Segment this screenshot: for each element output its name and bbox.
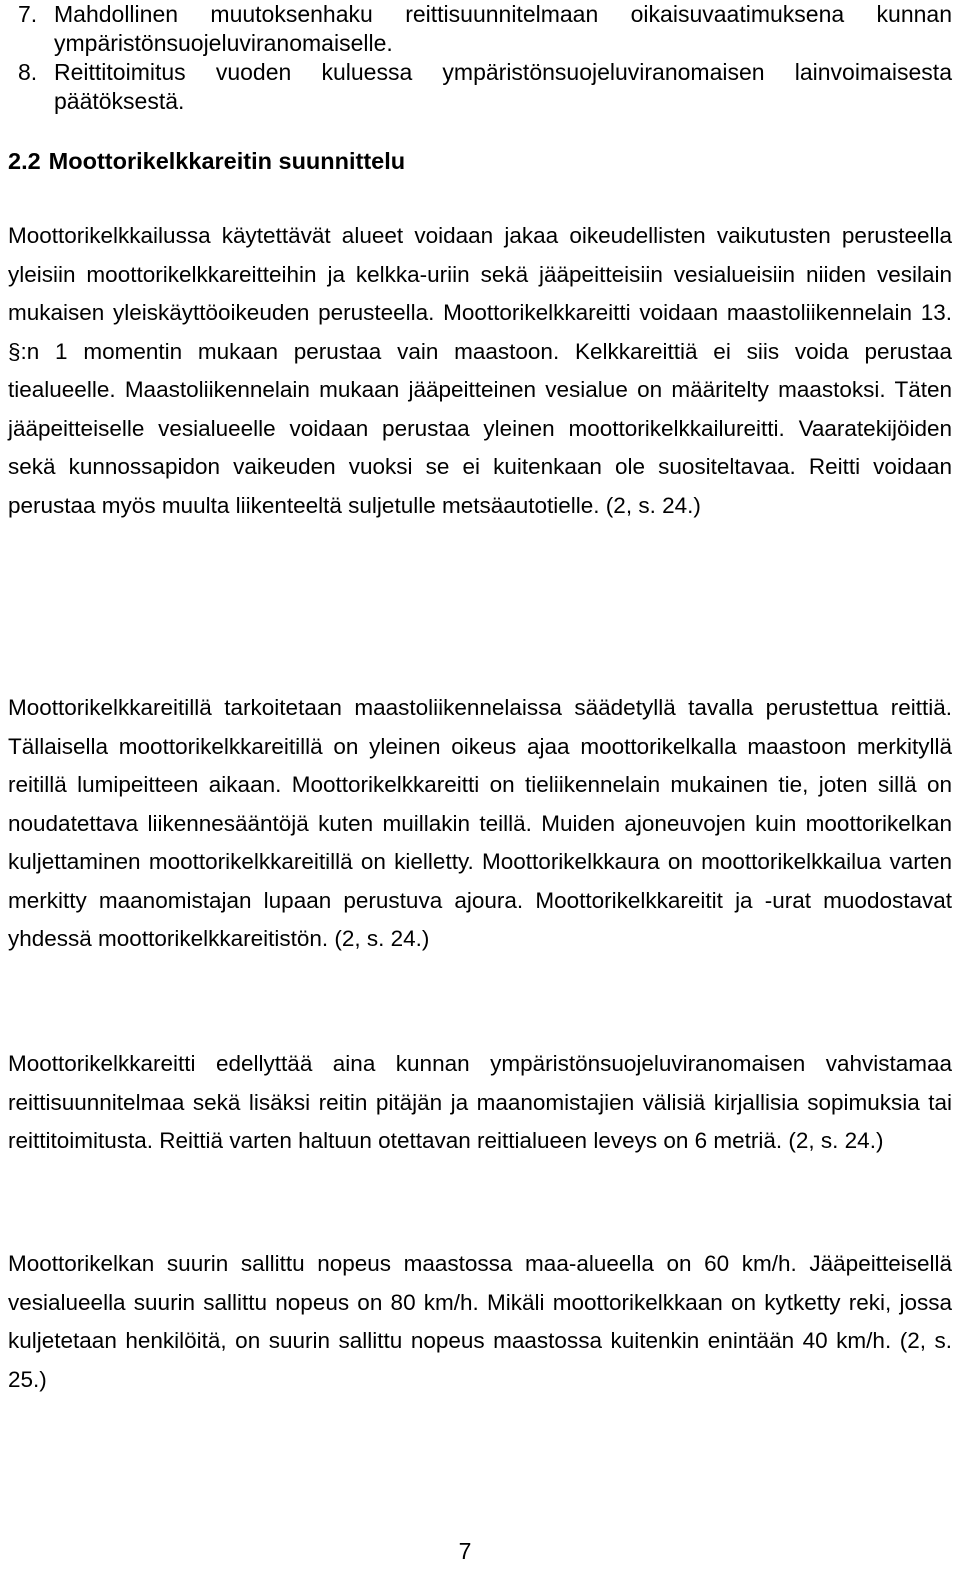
section-number: 2.2 — [8, 148, 41, 174]
body-paragraph: Moottorikelkan suurin sallittu nopeus maastossa maa-alueella on 60 km/h. Jääpeitteisellä vesialueella suurin sallittu nopeus on 80 km/h. Mikäli moottorikelkkaan on kytketty reki, jossa kuljetetaan henkilöitä, on suurin sallittu nopeus maastossa kuitenkin enintään 40 km/h. (2, s. 25.) — [8, 1251, 952, 1392]
body-paragraph: Moottorikelkkareitti edellyttää aina kunnan ympäristönsuojeluviranomaisen vahvistamaa reittisuunnitelmaa sekä lisäksi reitin pitäjän ja maanomistajien välisiä kirjallisia sopimuksia tai reittitoimitusta. Reittiä varten haltuun otettavan reittialueen leveys on 6 metriä. (2, s. 24.) — [8, 1051, 952, 1153]
list-item-number: 7. — [18, 1, 38, 27]
list-item-text: Mahdollinen muutoksenhaku reittisuunnitelmaan oikaisuvaatimuksena kunnan ympäristönsuojeluviranomaiselle. — [54, 1, 952, 56]
section-heading — [0, 141, 405, 181]
list-item — [0, 58, 952, 116]
body-paragraph: Moottorikelkkailussa käytettävät alueet voidaan jakaa oikeudellisten vaikutusten perusteella yleisiin moottorikelkkareitteihin ja kelkka-uriin sekä jääpeitteisiin vesialueisiin niiden vesilain mukaisen yleiskäyttöoikeuden perusteella. Moottorikelkkareitti voidaan maastoliikennelain 13. §:n 1 momentin mukaan perustaa vain maastoon. Kelkkareittiä ei siis voida perustaa tiealueelle. Maastoliikennelain mukaan jääpeitteinen vesialue on määritelty maastoksi. Täten jääpeitteiselle vesialueelle voidaan perustaa yleinen moottorikelkkailureitti. Vaaratekijöiden sekä kunnossapidon vaikeuden vuoksi se ei kuitenkaan ole suositeltavaa. Reitti voidaan perustaa myös muulta liikenteeltä suljetulle metsäautotielle. (2, s. 24.) — [8, 223, 952, 518]
list-item-number: 8. — [18, 59, 38, 85]
list-item-text: Reittitoimitus vuoden kuluessa ympäristönsuojeluviranomaisen lainvoimaisesta päätöksestä. — [54, 59, 952, 114]
list-item — [0, 0, 952, 58]
body-paragraph: Moottorikelkkareitillä tarkoitetaan maastoliikennelaissa säädetyllä tavalla perustettua reittiä. Tällaisella moottorikelkkareitillä on yleinen oikeus ajaa moottorikelkalla maastoon merkityllä reitillä lumipeitteen aikaan. Moottorikelkkareitti on tieliikennelain mukainen tie, joten sillä on noudatettava liikennesääntöjä kuten muillakin teillä. Muiden ajoneuvojen kuin moottorikelkan kuljettaminen moottorikelkkareitillä on kielletty. Moottorikelkkaura on moottorikelkkailua varten merkitty maanomistajan lupaan perustuva ajoura. Moottorikelkkareitit ja -urat muodostavat yhdessä moottorikelkkareitistön. (2, s. 24.) — [8, 695, 952, 951]
page-number: 7 — [458, 1538, 472, 1564]
numbered-list — [0, 0, 952, 116]
section-title: Moottorikelkkareitin suunnittelu — [48, 148, 406, 174]
